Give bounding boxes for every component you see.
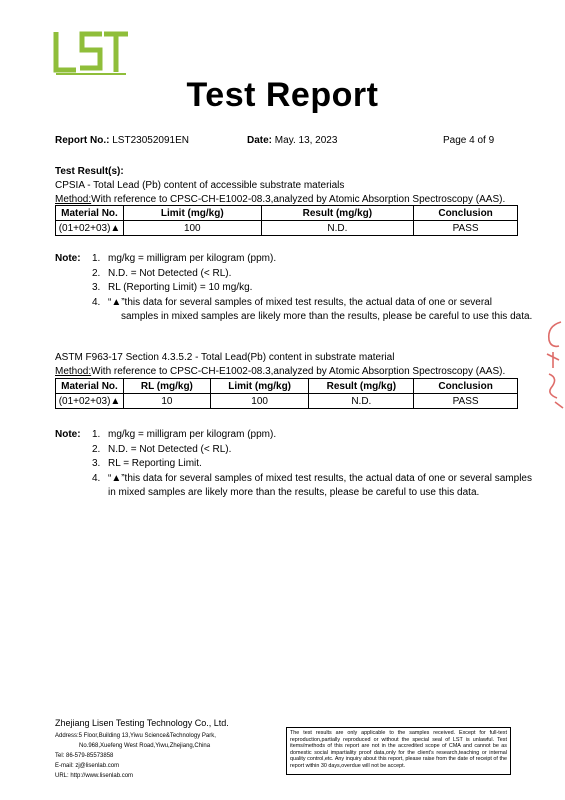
email: E-mail: zj@lisenlab.com xyxy=(55,763,120,769)
company-name: Zhejiang Lisen Testing Technology Co., Ltd. xyxy=(55,718,229,728)
section1-notes xyxy=(92,252,533,325)
note-item: 2. N.D. = Not Detected (< RL). xyxy=(92,443,232,455)
col-header: Result (mg/kg) xyxy=(309,379,414,394)
note-item: 4. “▲”this data for several samples of mixed test results, the actual data of one or several samples xyxy=(92,472,532,484)
seal-stamp xyxy=(541,318,565,410)
note-item: in mixed samples are likely more than the results, please be careful to use this data. xyxy=(108,487,480,498)
telephone: Tel: 86-579-85573858 xyxy=(55,753,114,759)
section1-title: CPSIA - Total Lead (Pb) content of accessible substrate materials xyxy=(55,180,345,191)
section2-table xyxy=(55,378,518,409)
website: URL: http://www.lisenlab.com xyxy=(55,773,134,779)
table-row xyxy=(56,394,518,409)
col-header: Conclusion xyxy=(414,379,518,394)
section1-table xyxy=(55,205,518,236)
note-item: samples in mixed samples are likely more than the results, please be careful to use this data. xyxy=(121,311,533,322)
note-item: 2. N.D. = Not Detected (< RL). xyxy=(92,267,232,279)
table-cell: 100 xyxy=(210,394,309,409)
table-cell: 100 xyxy=(123,221,261,236)
disclaimer-box: The test results are only applicable to the samples received. Except for full-text reproduction,partially reproduced or without the special seal of LST is unlawful. Test items/methods of this report are not in the accredited scope of CMA and cannot be as domestic social impartiality proof data,only for the client's research,teaching or internal quality control,etc. Any inquiry about this report, please raise from the date of receipt of the report within 30 days,overdue will not be accept. xyxy=(286,727,511,775)
col-header: RL (mg/kg) xyxy=(123,379,210,394)
table-header-row xyxy=(56,379,518,394)
table-row xyxy=(56,221,518,236)
note-item: 4. “▲”this data for several samples of mixed test results, the actual data of one or several xyxy=(92,296,492,308)
col-header: Conclusion xyxy=(414,206,518,221)
table-cell: (01+02+03)▲ xyxy=(56,394,124,409)
col-header: Material No. xyxy=(56,206,124,221)
address-line-1: Address:5 Floor,Building 13,Yiwu Science&Technology Park, xyxy=(55,733,216,739)
section2-note-label: Note: xyxy=(55,429,81,440)
table-cell: 10 xyxy=(123,394,210,409)
table-cell: N.D. xyxy=(261,221,414,236)
section1-note-label: Note: xyxy=(55,253,81,264)
address-line-2: No.968,Xuefeng West Road,Yiwu,Zhejiang,China xyxy=(79,743,211,749)
table-cell: N.D. xyxy=(309,394,414,409)
col-header: Limit (mg/kg) xyxy=(210,379,309,394)
table-header-row xyxy=(56,206,518,221)
note-item: 1. mg/kg = milligram per kilogram (ppm). xyxy=(92,253,277,264)
section1-method: Method:With reference to CPSC-CH-E1002-08.3,analyzed by Atomic Absorption Spectroscopy (AAS). xyxy=(55,194,506,205)
page-title: Test Report xyxy=(186,76,379,114)
results-heading: Test Result(s): xyxy=(55,166,124,177)
col-header: Material No. xyxy=(56,379,124,394)
section2-notes xyxy=(92,428,532,501)
report-number: Report No.: LST23052091EN xyxy=(55,135,189,146)
note-item: 3. RL = Reporting Limit. xyxy=(92,458,202,469)
note-item: 1. mg/kg = milligram per kilogram (ppm). xyxy=(92,429,277,440)
col-header: Limit (mg/kg) xyxy=(123,206,261,221)
section2-method: Method:With reference to CPSC-CH-E1002-08.3,analyzed by Atomic Absorption Spectroscopy (AAS). xyxy=(55,366,506,377)
col-header: Result (mg/kg) xyxy=(261,206,414,221)
table-cell: PASS xyxy=(414,221,518,236)
section2-title: ASTM F963-17 Section 4.3.5.2 - Total Lead(Pb) content in substrate material xyxy=(55,352,395,363)
footer-contact xyxy=(55,718,229,781)
lst-logo xyxy=(52,26,132,78)
report-date: Date: May. 13, 2023 xyxy=(247,135,338,146)
table-cell: (01+02+03)▲ xyxy=(56,221,124,236)
table-cell: PASS xyxy=(414,394,518,409)
page-number: Page 4 of 9 xyxy=(443,135,495,146)
note-item: 3. RL (Reporting Limit) = 10 mg/kg. xyxy=(92,282,253,293)
